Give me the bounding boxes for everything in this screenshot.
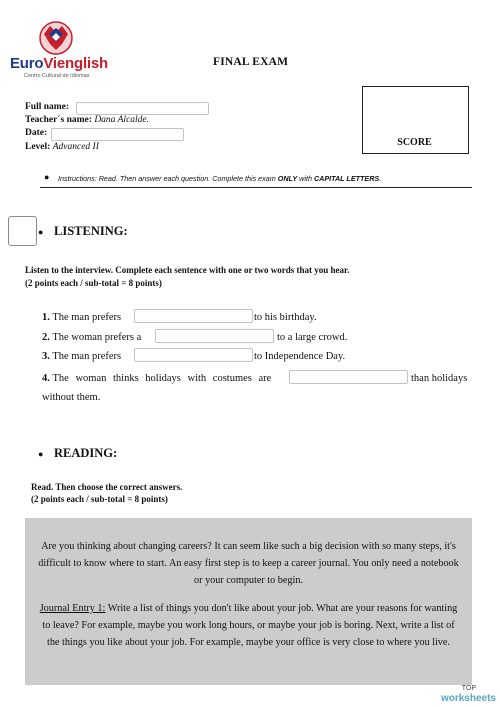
date-row (25, 128, 47, 138)
reading-points: (2 points each / sub-total = 8 points) (31, 494, 168, 504)
exam-title: FINAL EXAM (213, 56, 289, 68)
level-row (25, 142, 99, 152)
question-1: 1. The man prefers (42, 312, 122, 323)
full-name-label: Full name: (25, 102, 70, 112)
question-3: 3. The man prefers (42, 351, 122, 362)
instructions-text: Instructions: Read. Then answer each question. Complete this exam ONLY with CAPITAL LETTERS. (58, 174, 382, 183)
answer-2-field[interactable] (155, 329, 274, 343)
passage-paragraph-2: Journal Entry 1: Write a list of things you don't like about your job. What are your reasons for wanting to leave? For example, maybe you work long hours, or maybe your job is boring. Next, write a list of the things you like about your job. For example, maybe your office is very close to where you live. (39, 603, 458, 648)
listening-points: (2 points each / sub-total = 8 points) (25, 278, 162, 288)
listening-heading: LISTENING: (54, 224, 128, 238)
listening-score-box[interactable] (8, 216, 37, 246)
question-4-after-line2: without them. (42, 392, 101, 403)
teacher-row (25, 115, 149, 125)
footer-top-link[interactable]: TOP (461, 685, 476, 692)
reading-instruction: Read. Then choose the correct answers. (31, 482, 183, 492)
question-3-after: to Independence Day. (254, 351, 346, 362)
question-4-after: than holidays (411, 373, 468, 384)
answer-3-field[interactable] (134, 348, 253, 362)
teacher-value: Dana Alcalde. (94, 115, 150, 125)
score-label: SCORE (397, 137, 432, 148)
footer-brand: worksheets (440, 693, 496, 704)
answer-1-field[interactable] (134, 309, 253, 323)
full-name-row (25, 102, 69, 112)
reading-heading: READING: (54, 446, 118, 460)
listening-instruction: Listen to the interview. Complete each sentence with one or two words that you hear. (25, 265, 350, 275)
bullet-icon: ● (38, 227, 44, 237)
question-4: 4. The woman thinks holidays with costumes are (42, 373, 272, 384)
question-2-after: to a large crowd. (277, 332, 348, 343)
date-label: Date: (25, 128, 48, 138)
logo-icon (36, 20, 76, 58)
level-label: Level: (25, 142, 51, 152)
teacher-label: Teacher´s name: (25, 115, 92, 125)
reading-passage (25, 518, 472, 685)
passage-paragraph-1: Are you thinking about changing careers? It can seem like such a big decision with so many steps, it's difficult to know where to start. An easy first step is to keep a career journal. You only need a notebook or your computer to begin. (38, 541, 459, 586)
answer-4-field[interactable] (289, 370, 408, 384)
level-value: Advanced II (52, 142, 99, 152)
brand-logo-text: EuroVienglish (10, 55, 108, 72)
full-name-field[interactable] (76, 102, 209, 115)
question-1-after: to his birthday. (254, 312, 317, 323)
divider (40, 187, 472, 188)
brand-subtitle: Centro Cultural de Idiomas (24, 73, 90, 79)
date-field[interactable] (51, 128, 184, 141)
journal-entry-label: Journal Entry 1: (39, 603, 106, 614)
question-2: 2. The woman prefers a (42, 332, 142, 343)
bullet-icon: ● (38, 449, 44, 459)
bullet-icon: ● (44, 172, 50, 182)
